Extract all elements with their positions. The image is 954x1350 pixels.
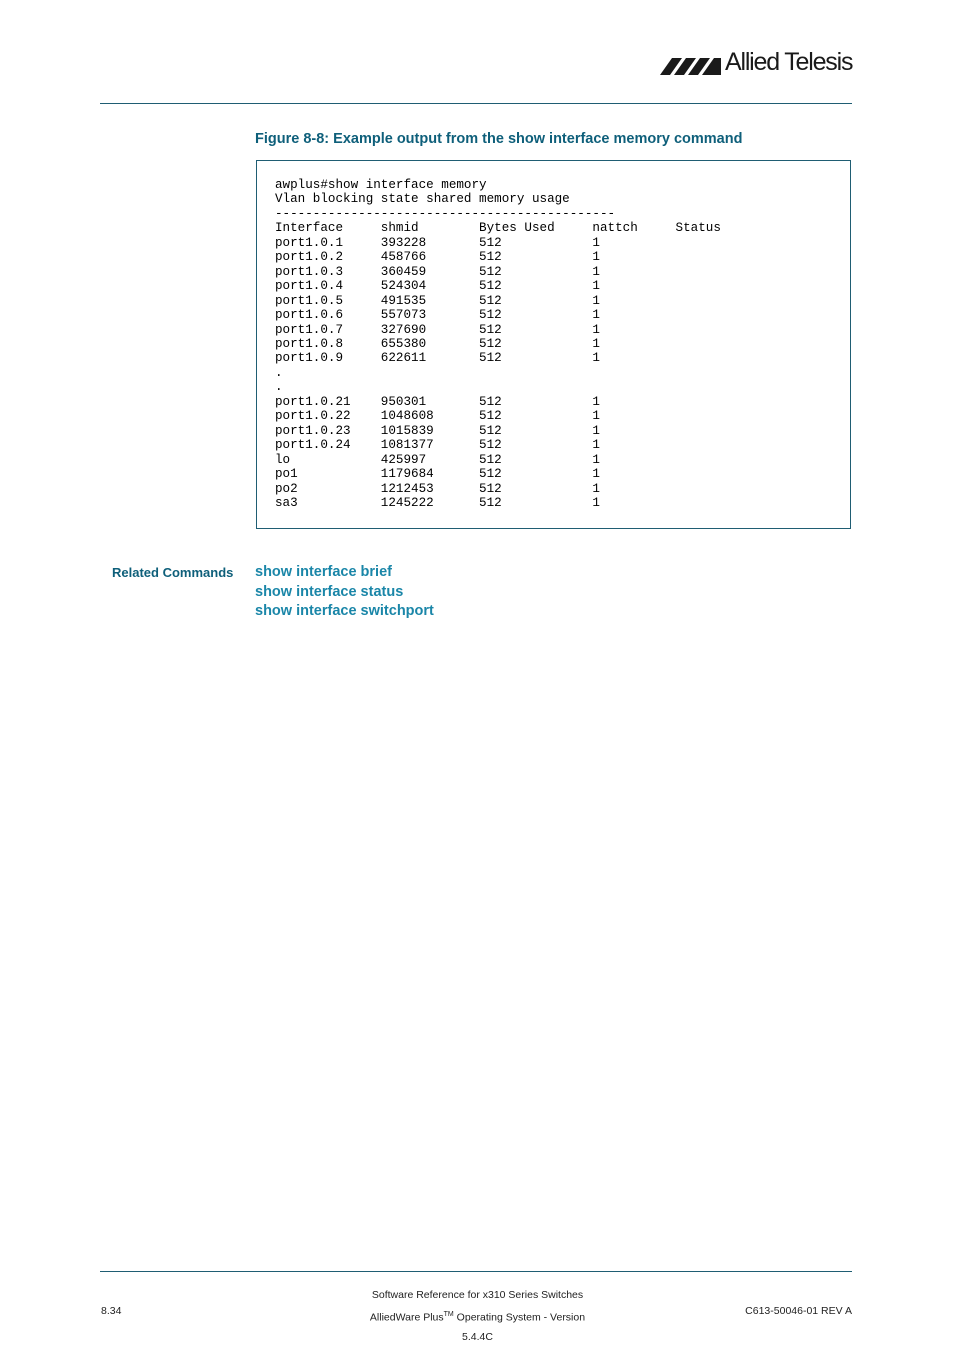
related-commands-list	[255, 563, 434, 622]
code-line: port1.0.22 1048608 512 1	[275, 409, 600, 424]
code-line: port1.0.8 655380 512 1	[275, 336, 600, 351]
code-line: port1.0.21 950301 512 1	[275, 394, 600, 409]
link-show-interface-brief[interactable]: show interface brief	[255, 564, 392, 580]
footer-rule	[100, 1271, 852, 1272]
code-line: port1.0.23 1015839 512 1	[275, 423, 600, 438]
link-show-interface-switchport[interactable]: show interface switchport	[255, 603, 434, 620]
code-line: port1.0.5 491535 512 1	[275, 293, 600, 308]
code-line: port1.0.7 327690 512 1	[275, 322, 600, 337]
logo-mark-icon	[660, 54, 722, 76]
code-line: sa3 1245222 512 1	[275, 495, 600, 510]
code-line: Vlan blocking state shared memory usage	[275, 192, 570, 207]
code-line: lo 425997 512 1	[275, 452, 600, 467]
code-line: Interface shmid Bytes Used nattch Status	[275, 221, 721, 236]
figure-caption: Figure 8-8: Example output from the show interface memory command	[255, 131, 743, 147]
footer-title	[355, 1286, 600, 1347]
code-line: .	[275, 380, 283, 395]
command-output	[275, 178, 721, 510]
code-line: port1.0.1 393228 512 1	[275, 235, 600, 250]
allied-telesis-logo	[660, 50, 855, 80]
code-line: po1 1179684 512 1	[275, 467, 600, 482]
page-number: 8.34	[101, 1305, 122, 1317]
document-id: C613-50046-01 REV A	[745, 1305, 852, 1317]
code-output-box	[256, 160, 851, 529]
logo-text: Allied Telesis	[725, 48, 853, 76]
code-line: awplus#show interface memory	[275, 178, 487, 192]
code-line: po2 1212453 512 1	[275, 481, 600, 496]
code-line: .	[275, 365, 283, 380]
code-line: port1.0.3 360459 512 1	[275, 264, 600, 279]
footer-line-1: Software Reference for x310 Series Switches	[371, 1289, 584, 1301]
link-show-interface-status[interactable]: show interface status	[255, 583, 404, 600]
header-rule	[100, 103, 852, 104]
code-line: port1.0.6 557073 512 1	[275, 308, 600, 323]
code-line: ---------------------------------------------	[275, 206, 616, 221]
related-commands-label: Related Commands	[112, 565, 234, 580]
footer-line-2: AlliedWare Plus™ Operating System - Version 5.4.4C	[369, 1311, 586, 1343]
code-line: port1.0.9 622611 512 1	[275, 351, 600, 366]
code-line: port1.0.24 1081377 512 1	[275, 438, 600, 453]
code-line: port1.0.2 458766 512 1	[275, 250, 600, 265]
code-line: port1.0.4 524304 512 1	[275, 279, 600, 294]
